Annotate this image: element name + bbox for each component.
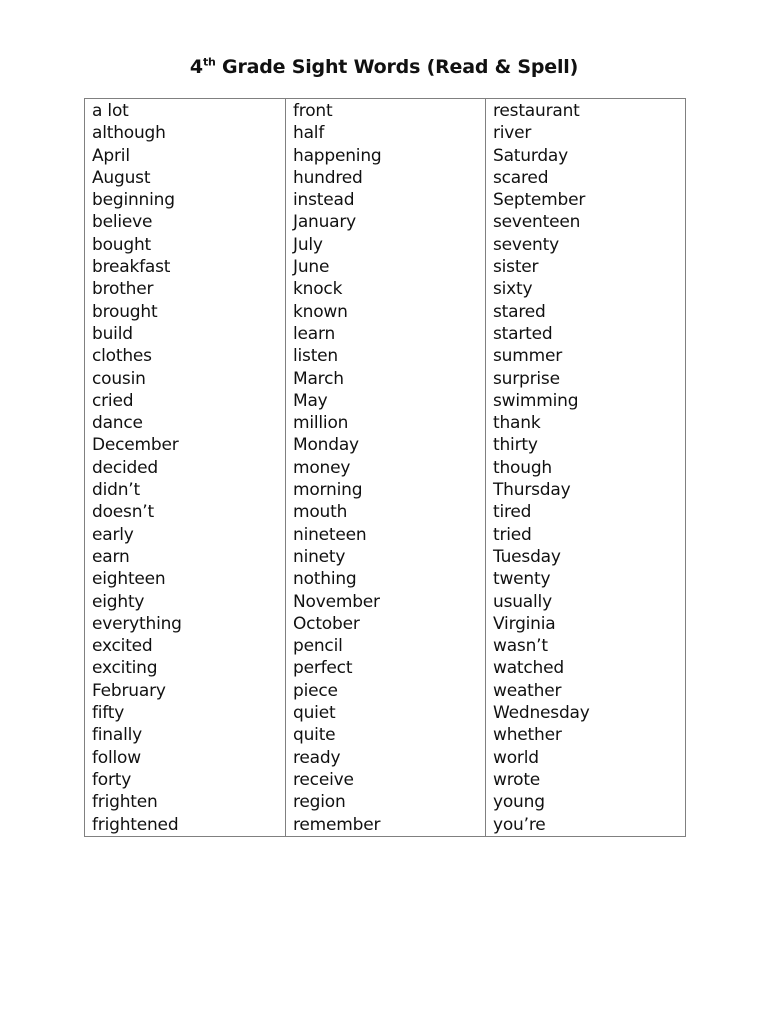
word-column-2 (286, 99, 486, 837)
word-item: a lot (92, 101, 129, 121)
page-title (0, 56, 768, 78)
word-item: million (293, 413, 349, 434)
word-item: twenty (493, 569, 551, 590)
word-item: Wednesday (493, 703, 590, 724)
word-item: sixty (493, 279, 533, 300)
word-item: March (293, 368, 344, 389)
word-item: learn (293, 323, 336, 344)
word-item: bought (92, 234, 151, 255)
word-item: January (293, 212, 357, 233)
word-item: build (92, 323, 133, 344)
word-item: clothes (92, 346, 152, 367)
word-item: believe (92, 212, 153, 233)
word-item: although (92, 123, 166, 144)
word-item: region (293, 792, 346, 813)
table-row (85, 99, 686, 837)
word-item: you’re (493, 814, 546, 835)
word-item: nothing (293, 569, 357, 590)
word-item: beginning (92, 190, 175, 211)
word-item: Monday (293, 435, 359, 456)
word-item: quiet (293, 703, 336, 724)
word-item: brought (92, 301, 158, 322)
word-item: happening (293, 145, 382, 166)
word-list-3 (493, 99, 685, 836)
word-list-2 (293, 99, 485, 836)
word-item: remember (293, 814, 381, 835)
word-item: excited (92, 636, 153, 657)
word-item: known (293, 301, 348, 322)
word-item: thank (493, 413, 541, 434)
word-list-1 (92, 99, 285, 836)
word-item: cried (92, 390, 134, 411)
word-item: frighten (92, 792, 158, 813)
word-item: half (293, 123, 325, 144)
word-item: June (293, 257, 330, 278)
word-item: exciting (92, 658, 158, 679)
word-item: everything (92, 613, 182, 634)
word-item: eighteen (92, 569, 166, 590)
word-item: nineteen (293, 524, 367, 545)
word-item: February (92, 680, 166, 701)
word-item: perfect (293, 658, 353, 679)
word-item: September (493, 190, 586, 211)
word-item: follow (92, 747, 141, 768)
word-item: Saturday (493, 145, 569, 166)
word-item: November (293, 591, 380, 612)
word-item: Thursday (493, 480, 571, 501)
word-item: swimming (493, 390, 579, 411)
word-item: July (293, 234, 323, 255)
word-item: wrote (493, 769, 541, 790)
word-item: tired (493, 502, 532, 523)
word-item: knock (293, 279, 343, 300)
word-item: thirty (493, 435, 538, 456)
word-item: eighty (92, 591, 145, 612)
word-column-1 (85, 99, 286, 837)
word-item: morning (293, 480, 363, 501)
word-item: river (493, 123, 532, 144)
word-item: usually (493, 591, 552, 612)
word-item: brother (92, 279, 154, 300)
word-column-3 (486, 99, 686, 837)
word-item: hundred (293, 167, 363, 188)
word-item: tried (493, 524, 532, 545)
sight-words-table (84, 98, 686, 837)
word-item: fifty (92, 703, 125, 724)
word-item: surprise (493, 368, 560, 389)
word-item: started (493, 323, 553, 344)
word-item: instead (293, 190, 355, 211)
word-item: finally (92, 725, 143, 746)
word-item: October (293, 613, 360, 634)
word-item: December (92, 435, 179, 456)
word-item: cousin (92, 368, 146, 389)
word-item: watched (493, 658, 564, 679)
word-item: May (293, 390, 328, 411)
word-item: world (493, 747, 539, 768)
title-superscript: th (202, 55, 216, 69)
word-item: pencil (293, 636, 343, 657)
title-text: Grade Sight Words (Read & Spell) (215, 56, 579, 78)
word-item: wasn’t (493, 636, 548, 657)
word-item: quite (293, 725, 336, 746)
word-item: frightened (92, 814, 179, 835)
word-item: early (92, 524, 134, 545)
word-item: mouth (293, 502, 348, 523)
word-item: listen (293, 346, 339, 367)
word-item: earn (92, 546, 130, 567)
word-item: decided (92, 457, 158, 478)
word-item: young (493, 792, 545, 813)
word-item: stared (493, 301, 546, 322)
word-item: summer (493, 346, 562, 367)
word-item: April (92, 145, 130, 166)
word-item: doesn’t (92, 502, 154, 523)
word-item: sister (493, 257, 539, 278)
word-item: Tuesday (493, 546, 561, 567)
word-item: August (92, 167, 151, 188)
word-item: money (293, 457, 351, 478)
word-item: Virginia (493, 613, 556, 634)
word-item: receive (293, 769, 354, 790)
word-item: whether (493, 725, 562, 746)
word-item: scared (493, 167, 549, 188)
title-number: 4 (189, 56, 203, 78)
word-item: breakfast (92, 257, 171, 278)
word-item: seventy (493, 234, 559, 255)
word-item: ninety (293, 546, 346, 567)
word-item: ready (293, 747, 341, 768)
word-item: front (293, 101, 333, 121)
word-item: forty (92, 769, 132, 790)
word-item: seventeen (493, 212, 581, 233)
word-item: weather (493, 680, 562, 701)
word-item: piece (293, 680, 338, 701)
word-item: dance (92, 413, 143, 434)
word-item: didn’t (92, 480, 140, 501)
word-item: though (493, 457, 552, 478)
word-item: restaurant (493, 101, 580, 121)
